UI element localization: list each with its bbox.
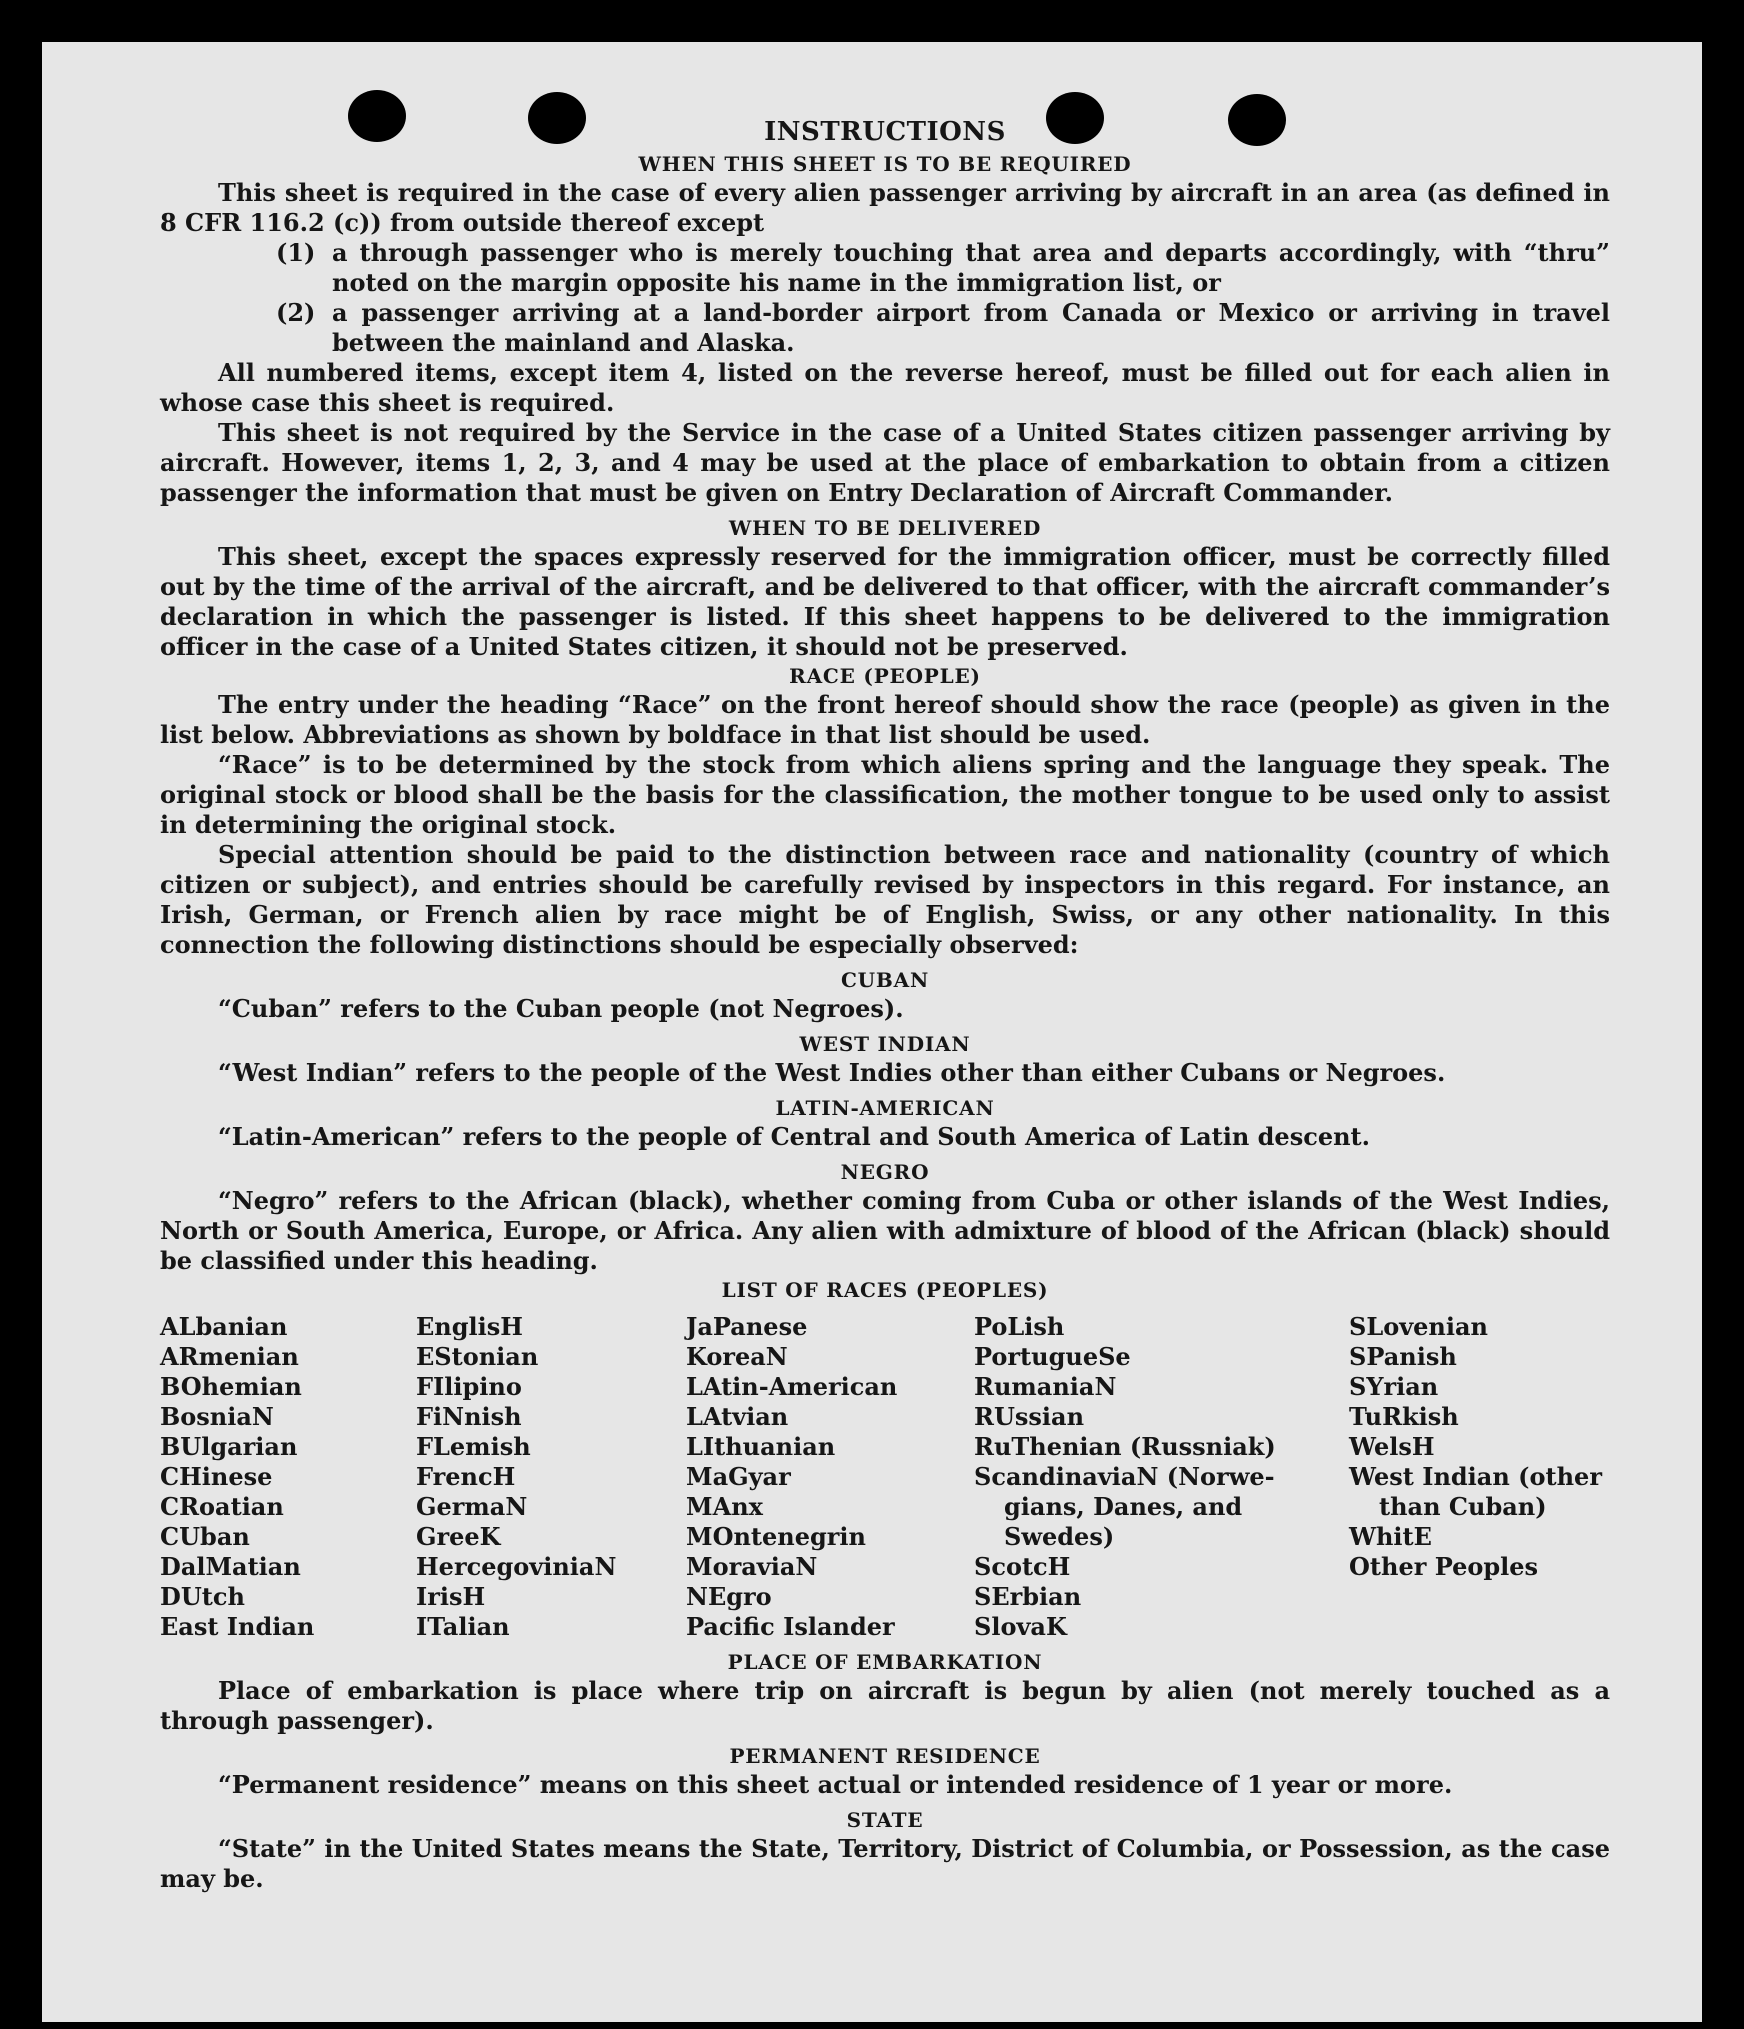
list-item <box>160 298 1610 358</box>
race-entry: LAtin-American <box>686 1372 898 1401</box>
race-entry: TuRkish <box>1349 1402 1459 1431</box>
race-entry: RUssian <box>974 1402 1085 1431</box>
race-entry: PoLish <box>974 1312 1065 1341</box>
paragraph: “State” in the United States means the State, Territory, District of Columbia, or Possession, as the case may be. <box>160 1834 1610 1893</box>
paragraph: This sheet is not required by the Service in the case of a United States citizen passenger arriving by aircraft. However, items 1, 2, 3, and 4 may be used at the place of embarkation to obtain from a citizen passenger the information that must be given on Entry Declaration of Aircraft Commander. <box>160 418 1610 507</box>
race-entry: CRoatian <box>160 1492 284 1521</box>
section-heading: RACE (PEOPLE) <box>789 664 981 688</box>
paragraph: “Race” is to be determined by the stock from which aliens spring and the language they speak. The original stock or blood shall be the basis for the classification, the mother tongue to be used only to assist in determining the original stock. <box>160 750 1610 839</box>
race-entry: FrencH <box>416 1462 516 1491</box>
race-entry: WelsH <box>1349 1432 1435 1461</box>
section-heading: LATIN-AMERICAN <box>775 1096 995 1120</box>
races-column <box>1349 1312 1610 1642</box>
race-entry: HercegoviniaN <box>416 1552 617 1581</box>
race-entry: gians, Danes, and <box>1004 1492 1243 1521</box>
race-entry: CHinese <box>160 1462 273 1491</box>
paragraph: This sheet, except the spaces expressly reserved for the immigration officer, must be correctly filled out by the time of the arrival of the aircraft, and be delivered to that officer, with the aircraft commander’s declaration in which the passenger is listed. If this sheet happens to be delivered to the immigration officer in the case of a United States citizen, it should not be preserved. <box>160 542 1610 661</box>
race-entry: MaGyar <box>686 1462 791 1491</box>
race-entry: NEgro <box>686 1582 772 1611</box>
race-entry: EnglisH <box>416 1312 523 1341</box>
section-heading: WHEN THIS SHEET IS TO BE REQUIRED <box>638 152 1132 176</box>
race-entry: ALbanian <box>160 1312 288 1341</box>
race-entry: BOhemian <box>160 1372 302 1401</box>
race-entry: Other Peoples <box>1349 1552 1539 1581</box>
race-entry: PortugueSe <box>974 1342 1131 1371</box>
section-heading: PERMANENT RESIDENCE <box>729 1744 1041 1768</box>
race-entry: FIlipino <box>416 1372 522 1401</box>
page-title: INSTRUCTIONS <box>764 117 1006 147</box>
document-page <box>42 42 1702 2022</box>
paragraph: “Cuban” refers to the Cuban people (not Negroes). <box>218 994 904 1023</box>
item-text: a passenger arriving at a land-border airport from Canada or Mexico or arriving in travel between the mainland and Alaska. <box>332 298 1610 357</box>
race-entry: JaPanese <box>686 1312 808 1341</box>
race-entry: LIthuanian <box>686 1432 836 1461</box>
race-entry: WhitE <box>1349 1522 1432 1551</box>
section-heading: LIST OF RACES (PEOPLES) <box>721 1278 1049 1302</box>
race-entry: DUtch <box>160 1582 245 1611</box>
section-heading: WHEN TO BE DELIVERED <box>728 516 1042 540</box>
races-column <box>416 1312 686 1642</box>
race-entry: ScandinaviaN (Norwe- <box>974 1462 1275 1491</box>
race-entry: FiNnish <box>416 1402 522 1431</box>
race-entry: RumaniaN <box>974 1372 1117 1401</box>
race-entry: ARmenian <box>160 1342 299 1371</box>
paragraph: “Negro” refers to the African (black), whether coming from Cuba or other islands of the West Indies, North or South America, Europe, or Africa. Any alien with admixture of blood of the African (black) should be classified under this heading. <box>160 1186 1610 1275</box>
race-entry: SPanish <box>1349 1342 1457 1371</box>
section-heading: STATE <box>846 1808 924 1832</box>
race-entry: EStonian <box>416 1342 539 1371</box>
paragraph: “Permanent residence” means on this sheet actual or intended residence of 1 year or more. <box>218 1770 1453 1799</box>
paragraph: All numbered items, except item 4, listed on the reverse hereof, must be filled out for each alien in whose case this sheet is required. <box>160 358 1610 417</box>
item-number: (2) <box>276 298 316 327</box>
race-entry: RuThenian (Russniak) <box>974 1432 1276 1461</box>
race-entry: ITalian <box>416 1612 510 1641</box>
section-heading: NEGRO <box>840 1160 930 1184</box>
paragraph: Place of embarkation is place where trip on aircraft is begun by alien (not merely touched as a through passenger). <box>160 1676 1610 1735</box>
race-entry: BUlgarian <box>160 1432 298 1461</box>
section-heading: PLACE OF EMBARKATION <box>727 1650 1043 1674</box>
races-list <box>160 1312 1610 1642</box>
race-entry: SErbian <box>974 1582 1082 1611</box>
race-entry: than Cuban) <box>1379 1492 1547 1521</box>
races-column <box>974 1312 1349 1642</box>
race-entry: IrisH <box>416 1582 486 1611</box>
race-entry: GermaN <box>416 1492 528 1521</box>
race-entry: SYrian <box>1349 1372 1439 1401</box>
race-entry: FLemish <box>416 1432 531 1461</box>
list-item <box>160 238 1610 298</box>
races-column <box>160 1312 416 1642</box>
race-entry: East Indian <box>160 1612 315 1641</box>
race-entry: ScotcH <box>974 1552 1071 1581</box>
race-entry: GreeK <box>416 1522 501 1551</box>
race-entry: SlovaK <box>974 1612 1067 1641</box>
item-text: a through passenger who is merely touching that area and departs accordingly, with “thru” noted on the margin opposite his name in the immigration list, or <box>332 238 1610 297</box>
paragraph: The entry under the heading “Race” on the front hereof should show the race (people) as given in the list below. Abbreviations as shown by boldface in that list should be used. <box>160 690 1610 749</box>
races-column <box>686 1312 974 1642</box>
instructions-body <box>160 116 1610 1894</box>
race-entry: KoreaN <box>686 1342 788 1371</box>
race-entry: LAtvian <box>686 1402 789 1431</box>
item-number: (1) <box>276 238 316 267</box>
race-entry: BosniaN <box>160 1402 274 1431</box>
race-entry: Swedes) <box>1004 1522 1115 1551</box>
race-entry: MAnx <box>686 1492 763 1521</box>
paragraph: “West Indian” refers to the people of the West Indies other than either Cubans or Negroes. <box>218 1058 1446 1087</box>
section-heading: WEST INDIAN <box>799 1032 971 1056</box>
race-entry: DalMatian <box>160 1552 301 1581</box>
race-entry: MoraviaN <box>686 1552 818 1581</box>
race-entry: Pacific Islander <box>686 1612 895 1641</box>
paragraph: This sheet is required in the case of every alien passenger arriving by aircraft in an area (as defined in 8 CFR 116.2 (c)) from outside thereof except <box>160 178 1610 237</box>
paragraph: “Latin-American” refers to the people of Central and South America of Latin descent. <box>218 1122 1370 1151</box>
race-entry: MOntenegrin <box>686 1522 866 1551</box>
paragraph: Special attention should be paid to the distinction between race and nationality (country of which citizen or subject), and entries should be carefully revised by inspectors in this regard. For instance, an Irish, German, or French alien by race might be of English, Swiss, or any other nationality. In this connection the following distinctions should be especially observed: <box>160 840 1610 959</box>
race-entry: SLovenian <box>1349 1312 1488 1341</box>
race-entry: West Indian (other <box>1349 1462 1602 1491</box>
race-entry: CUban <box>160 1522 250 1551</box>
section-heading: CUBAN <box>840 968 930 992</box>
